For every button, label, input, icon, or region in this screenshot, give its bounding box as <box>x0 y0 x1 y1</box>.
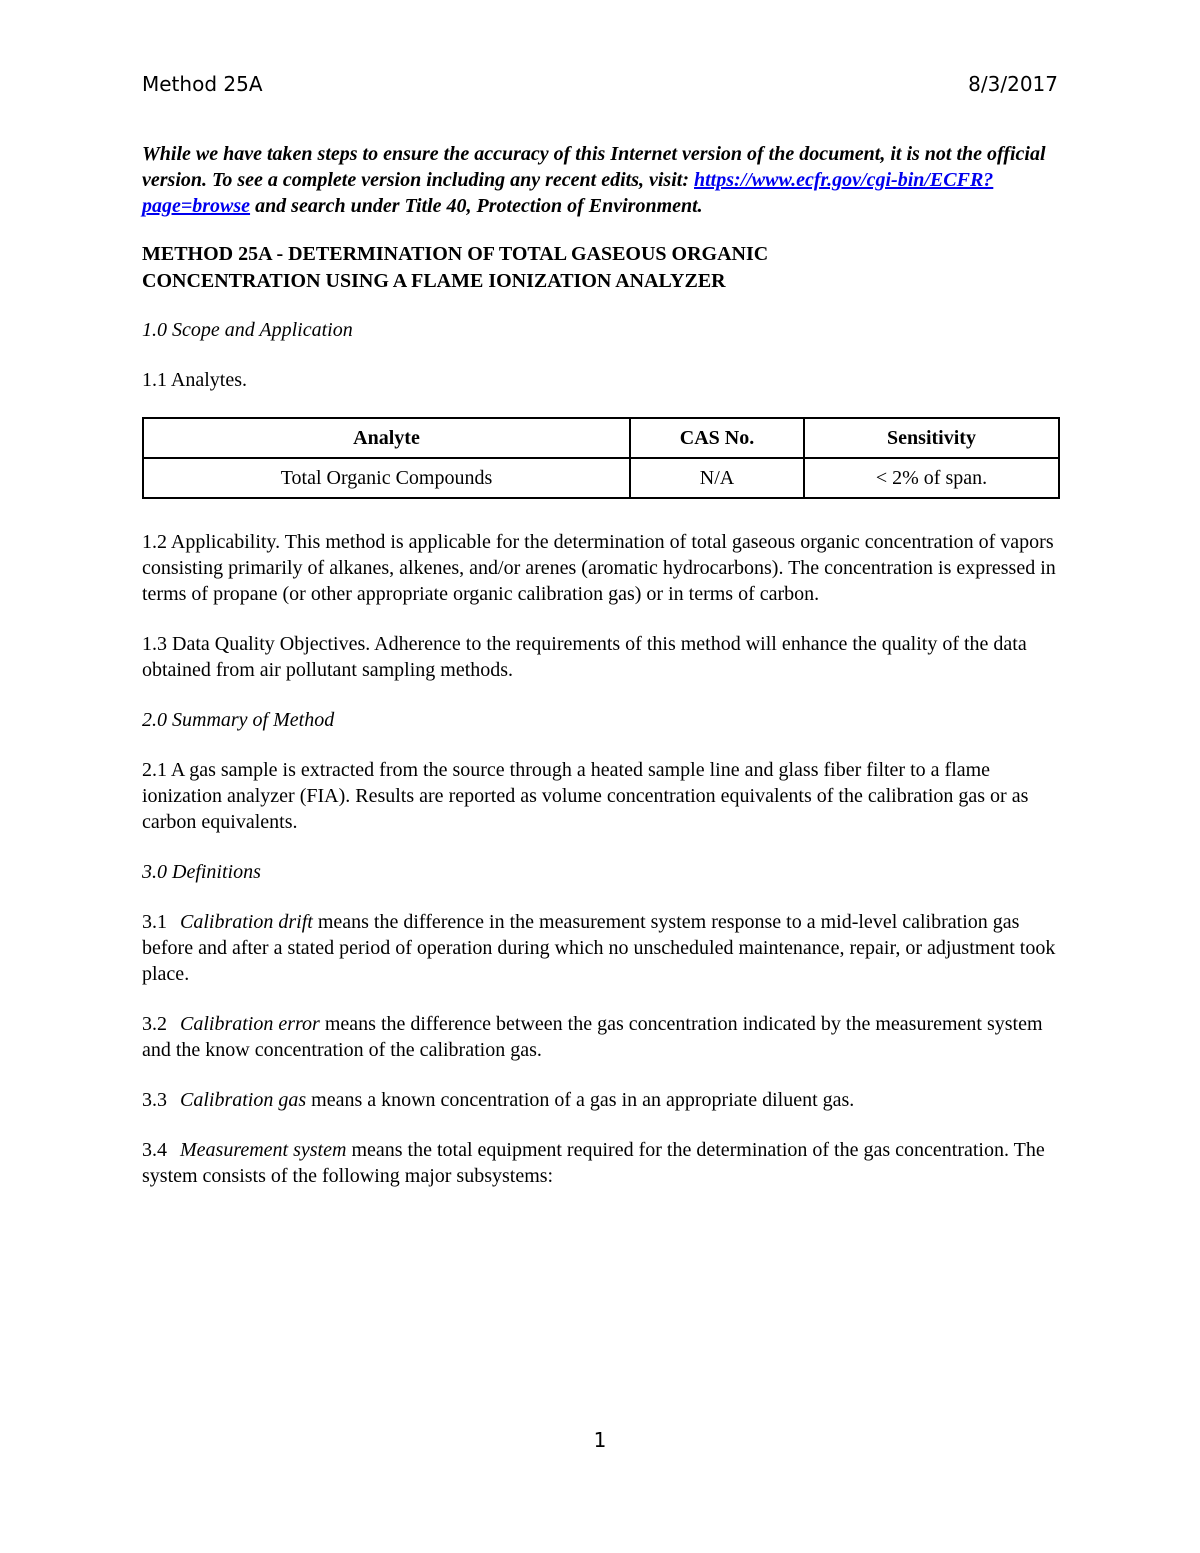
notice-text-2: and search under Title 40, Protection of Environment. <box>250 195 703 217</box>
column-header-analyte: Analyte <box>143 418 630 458</box>
cell-cas-no: N/A <box>630 458 804 498</box>
page-number: 1 <box>593 1428 607 1452</box>
definition-number: 3.2 <box>142 1013 167 1035</box>
definition-3-4 <box>142 1137 1062 1189</box>
definition-text: means the difference in the measurement system response to a mid-level calibration gas before and after a stated period of operation during which no unscheduled maintenance, repair, or adjustment took place. <box>142 911 1056 985</box>
paragraph-1-2: 1.2 Applicability. This method is applicable for the determination of total gaseous organic concentration of vapors consisting primarily of alkanes, alkenes, and/or arenes (aromatic hydrocarbons). The concentration is expressed in terms of propane (or other appropriate organic calibration gas) or in terms of carbon. <box>142 531 1056 605</box>
table-header-row <box>143 418 1059 458</box>
definition-term: Calibration drift <box>180 911 313 933</box>
method-title-line-1: METHOD 25A - DETERMINATION OF TOTAL GASEOUS ORGANIC <box>142 243 769 265</box>
table-row <box>143 458 1059 498</box>
paragraph-2-1: 2.1 A gas sample is extracted from the source through a heated sample line and glass fiber filter to a flame ionization analyzer (FIA). Results are reported as volume concentration equivalents of the calibration gas or as carbon equivalents. <box>142 759 1029 833</box>
definition-number: 3.4 <box>142 1139 167 1161</box>
definition-term: Calibration gas <box>180 1089 307 1111</box>
column-header-sensitivity: Sensitivity <box>804 418 1059 458</box>
paragraph-1-3: 1.3 Data Quality Objectives. Adherence to the requirements of this method will enhance the quality of the data obtained from air pollutant sampling methods. <box>142 633 1027 681</box>
definition-3-1 <box>142 909 1062 987</box>
definition-term: Calibration error <box>180 1013 320 1035</box>
definition-text: means a known concentration of a gas in an appropriate diluent gas. <box>306 1089 855 1111</box>
section-heading-definitions: 3.0 Definitions <box>142 861 261 883</box>
definition-term: Measurement system <box>180 1139 347 1161</box>
disclaimer-notice <box>142 141 1062 219</box>
definition-text: means the difference between the gas concentration indicated by the measurement system and the know concentration of the calibration gas. <box>142 1013 1043 1061</box>
ecfr-link[interactable]: https://www.ecfr.gov/cgi-bin/ECFR?page=browse <box>142 169 994 217</box>
section-heading-scope: 1.0 Scope and Application <box>142 319 353 341</box>
method-title <box>142 241 1062 295</box>
paragraph-1-1: 1.1 Analytes. <box>142 369 247 391</box>
document-body <box>142 141 1062 1213</box>
definition-number: 3.1 <box>142 911 167 933</box>
definition-number: 3.3 <box>142 1089 167 1111</box>
column-header-cas-no: CAS No. <box>630 418 804 458</box>
definition-text: means the total equipment required for the determination of the gas concentration. The system consists of the following major subsystems: <box>142 1139 1045 1187</box>
header-method-name: Method 25A <box>142 72 263 96</box>
header-date: 8/3/2017 <box>968 72 1058 96</box>
method-title-line-2: CONCENTRATION USING A FLAME IONIZATION ANALYZER <box>142 270 726 292</box>
cell-sensitivity: < 2% of span. <box>804 458 1059 498</box>
analytes-table <box>142 417 1060 499</box>
section-heading-summary: 2.0 Summary of Method <box>142 709 335 731</box>
cell-analyte: Total Organic Compounds <box>143 458 630 498</box>
definition-3-3 <box>142 1087 1062 1113</box>
definition-3-2 <box>142 1011 1062 1063</box>
notice-text-1: While we have taken steps to ensure the accuracy of this Internet version of the document, it is not the official version. To see a complete version including any recent edits, visit: <box>142 143 1046 191</box>
